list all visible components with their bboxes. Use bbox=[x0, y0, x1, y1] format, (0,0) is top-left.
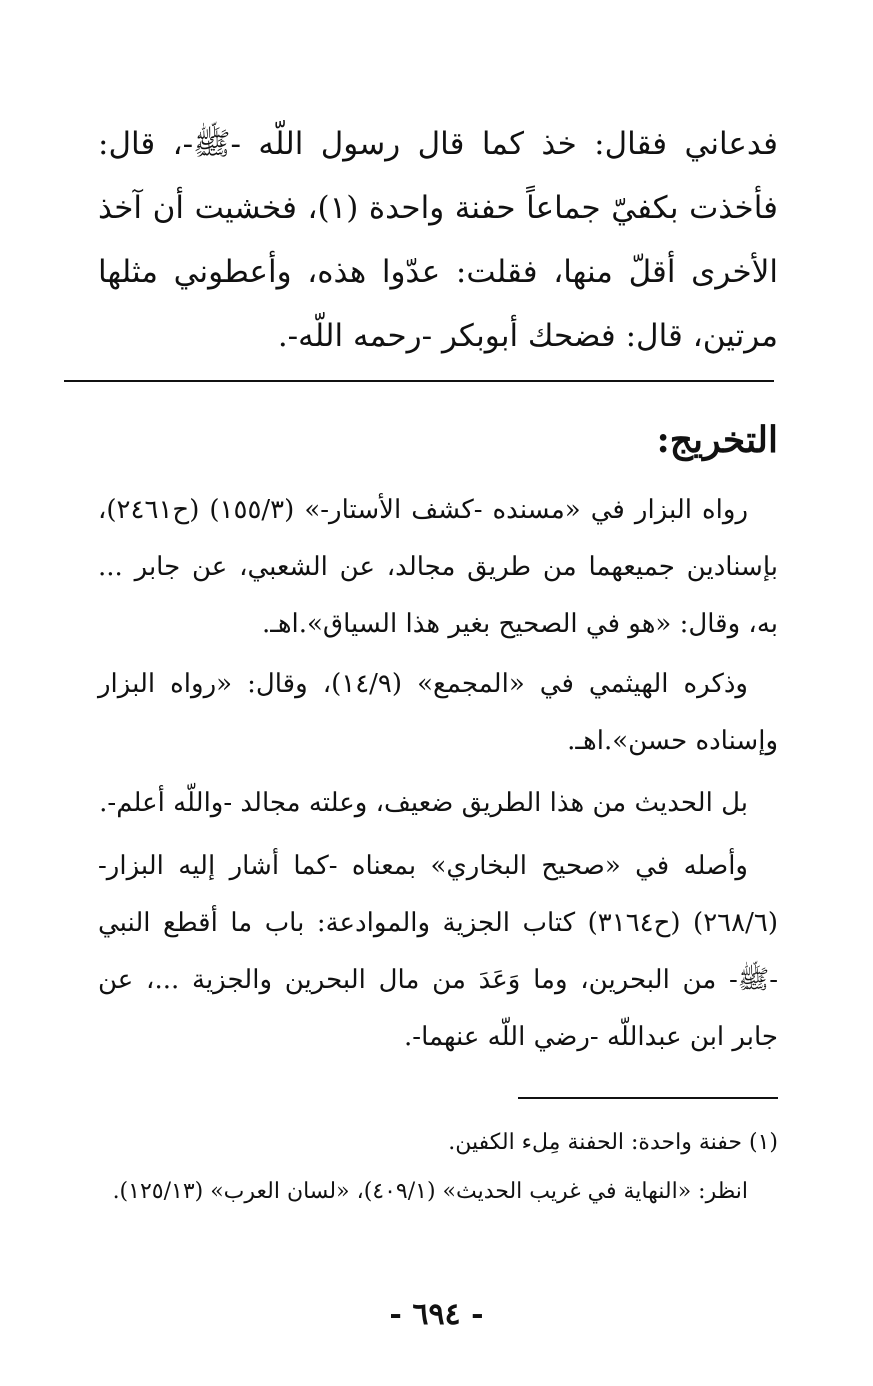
footnote-1: (١) حفنة واحدة: الحفنة مِلء الكفين. bbox=[448, 1130, 778, 1155]
takhrij-paragraph-1: رواه البزار في «مسنده -كشف الأستار-» (١٥٥/٣) (ح٢٤٦١)، بإسنادين جميعهما من طريق مجالد، عن الشعبي، عن جابر ... به، وقال: «هو في الصحيح بغير هذا السياق».اهـ. bbox=[98, 495, 778, 639]
takhrij-paragraph-2: وذكره الهيثمي في «المجمع» (١٤/٩)، وقال: «رواه البزار وإسناده حسن».اهـ. bbox=[98, 669, 778, 756]
takhrij-paragraph-3: بل الحديث من هذا الطريق ضعيف، وعلته مجالد -واللّه أعلم-. bbox=[99, 788, 748, 818]
page-number: - ٦٩٤ - bbox=[389, 1297, 484, 1332]
section-divider bbox=[64, 380, 774, 382]
section-title: التخريج: bbox=[656, 419, 778, 461]
footnote-reference: انظر: «النهاية في غريب الحديث» (٤٠٩/١)، «لسان العرب» (١٢٥/١٣). bbox=[112, 1179, 748, 1204]
takhrij-paragraph-4: وأصله في «صحيح البخاري» بمعناه -كما أشار إليه البزار- (٢٦٨/٦) (ح٣١٦٤) كتاب الجزية والموادعة: باب ما أقطع النبي -ﷺ- من البحرين، وما وَعَدَ من مال البحرين والجزية ...، عن جابر ابن عبداللّه -رضي اللّه عنهما-. bbox=[98, 851, 778, 1052]
footnote-divider bbox=[518, 1097, 778, 1099]
main-text: فدعاني فقال: خذ كما قال رسول اللّه -ﷺ-، قال: فأخذت بكفيّ جماعاً حفنة واحدة (١)، فخشيت أن آخذ الأخرى أقلّ منها، فقلت: عدّوا هذه، وأعطوني مثلها مرتين، قال: فضحك أبوبكر -رحمه اللّه-. bbox=[98, 126, 778, 354]
